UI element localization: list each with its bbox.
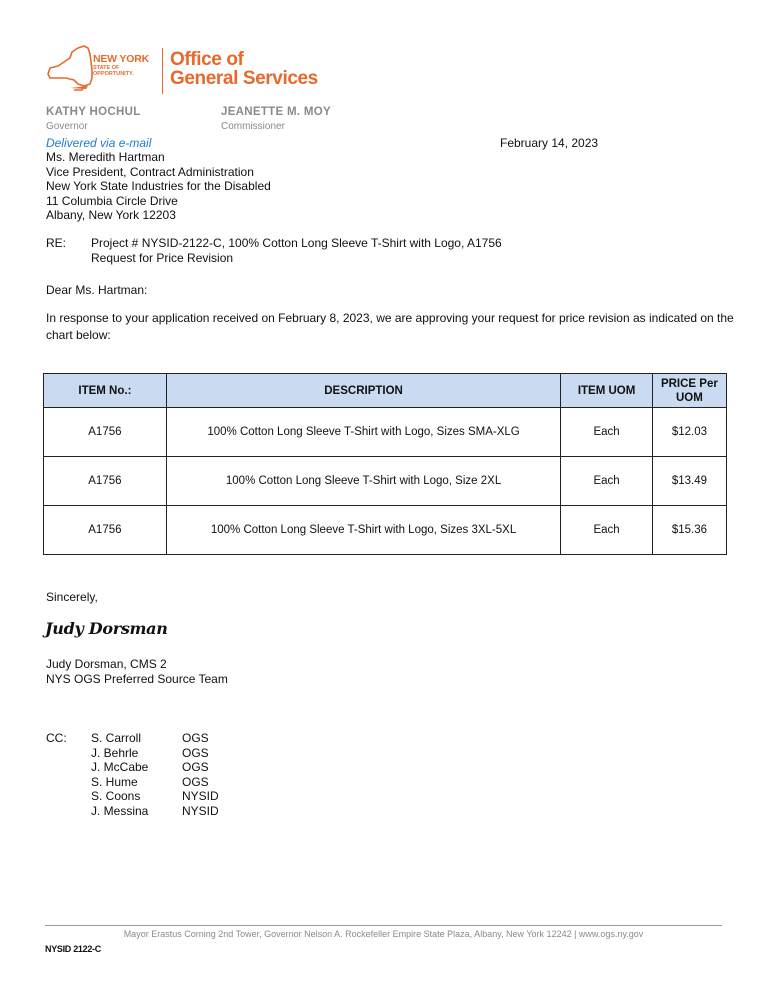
table-row bbox=[44, 457, 727, 506]
re-line1: Project # NYSID-2122-C, 100% Cotton Long Sleeve T-Shirt with Logo, A1756 bbox=[91, 236, 502, 250]
signer-team: NYS OGS Preferred Source Team bbox=[46, 672, 228, 686]
cell-description: 100% Cotton Long Sleeve T-Shirt with Logo, Sizes 3XL-5XL bbox=[166, 506, 561, 555]
re-line2: Request for Price Revision bbox=[91, 251, 234, 265]
agency-name-line1: Office of bbox=[170, 49, 244, 70]
salutation: Dear Ms. Hartman: bbox=[46, 283, 148, 297]
cc-name: J. McCabe bbox=[91, 760, 149, 775]
cc-name: S. Coons bbox=[91, 789, 141, 804]
delivery-note: Delivered via e-mail bbox=[46, 136, 152, 150]
table-row bbox=[44, 408, 727, 457]
recipient-title: Vice President, Contract Administration bbox=[46, 164, 254, 179]
cell-price: $13.49 bbox=[652, 457, 726, 506]
cell-uom: Each bbox=[561, 457, 652, 506]
cell-description: 100% Cotton Long Sleeve T-Shirt with Logo, Sizes SMA-XLG bbox=[166, 408, 561, 457]
nys-logo-line1: NEW YORK bbox=[93, 53, 149, 65]
document-id: NYSID 2122-C bbox=[45, 944, 101, 954]
cell-uom: Each bbox=[561, 506, 652, 555]
header-item-uom: ITEM UOM bbox=[561, 374, 652, 408]
cc-name: J. Messina bbox=[91, 803, 149, 818]
nys-map-logo-icon bbox=[44, 44, 96, 92]
table-row bbox=[44, 506, 727, 555]
body-paragraph: In response to your application received on February 8, 2023, we are approving your request for price revision as indicated on the chart below: bbox=[46, 311, 734, 342]
agency-name-line2: General Services bbox=[170, 68, 318, 89]
agency-name bbox=[170, 50, 318, 88]
cc-org: NYSID bbox=[182, 789, 219, 804]
cc-org: OGS bbox=[182, 760, 209, 775]
price-table bbox=[43, 373, 727, 555]
cc-org: OGS bbox=[182, 774, 209, 789]
re-subject bbox=[91, 236, 502, 266]
commissioner-title: Commissioner bbox=[221, 121, 285, 132]
cc-name: S. Hume bbox=[91, 774, 138, 789]
signer-name: Judy Dorsman, CMS 2 bbox=[46, 657, 167, 671]
cc-entry bbox=[91, 731, 219, 746]
nys-logo-text bbox=[93, 52, 149, 78]
signature: Judy Dorsman bbox=[45, 619, 168, 638]
logo-divider bbox=[162, 48, 163, 94]
footer-divider bbox=[45, 925, 722, 926]
cc-entry bbox=[91, 760, 219, 775]
commissioner-name: JEANETTE M. MOY bbox=[221, 106, 331, 118]
cell-uom: Each bbox=[561, 408, 652, 457]
cc-list bbox=[91, 731, 219, 819]
governor-title: Governor bbox=[46, 121, 88, 132]
cell-item-no: A1756 bbox=[44, 457, 167, 506]
cell-item-no: A1756 bbox=[44, 506, 167, 555]
re-label: RE: bbox=[46, 236, 67, 250]
governor-name: KATHY HOCHUL bbox=[46, 106, 141, 118]
recipient-name: Ms. Meredith Hartman bbox=[46, 150, 165, 164]
recipient-street: 11 Columbia Circle Drive bbox=[46, 193, 178, 208]
nys-logo-line2: STATE OF bbox=[93, 64, 120, 71]
recipient-organization: New York State Industries for the Disabled bbox=[46, 179, 271, 194]
cc-entry bbox=[91, 789, 219, 804]
header-price-per-uom: PRICE Per UOM bbox=[652, 374, 726, 408]
cc-org: NYSID bbox=[182, 803, 219, 818]
header-description: DESCRIPTION bbox=[166, 374, 561, 408]
closing: Sincerely, bbox=[46, 590, 98, 604]
cc-org: OGS bbox=[182, 731, 209, 745]
cell-price: $15.36 bbox=[652, 506, 726, 555]
letter-date: February 14, 2023 bbox=[500, 136, 599, 150]
nys-logo-line3: OPPORTUNITY. bbox=[93, 71, 134, 77]
signer-block bbox=[46, 657, 228, 687]
footer-address: Mayor Erastus Corning 2nd Tower, Governor Nelson A. Rockefeller Empire State Plaza, Albany, New York 12242 | www.ogs.ny.gov bbox=[123, 929, 644, 939]
table-header-row bbox=[44, 374, 727, 408]
cc-entry bbox=[91, 775, 219, 790]
cc-name: S. Carroll bbox=[91, 731, 142, 745]
cc-org: OGS bbox=[182, 745, 209, 760]
cell-description: 100% Cotton Long Sleeve T-Shirt with Logo, Size 2XL bbox=[166, 457, 561, 506]
cc-entry bbox=[91, 804, 219, 819]
cc-label: CC: bbox=[46, 731, 67, 745]
header-item-no: ITEM No.: bbox=[44, 374, 167, 408]
cell-price: $12.03 bbox=[652, 408, 726, 457]
recipient-address bbox=[46, 150, 271, 223]
recipient-city: Albany, New York 12203 bbox=[46, 208, 176, 223]
cc-entry bbox=[91, 746, 219, 761]
cc-name: J. Behrle bbox=[91, 745, 139, 760]
cell-item-no: A1756 bbox=[44, 408, 167, 457]
